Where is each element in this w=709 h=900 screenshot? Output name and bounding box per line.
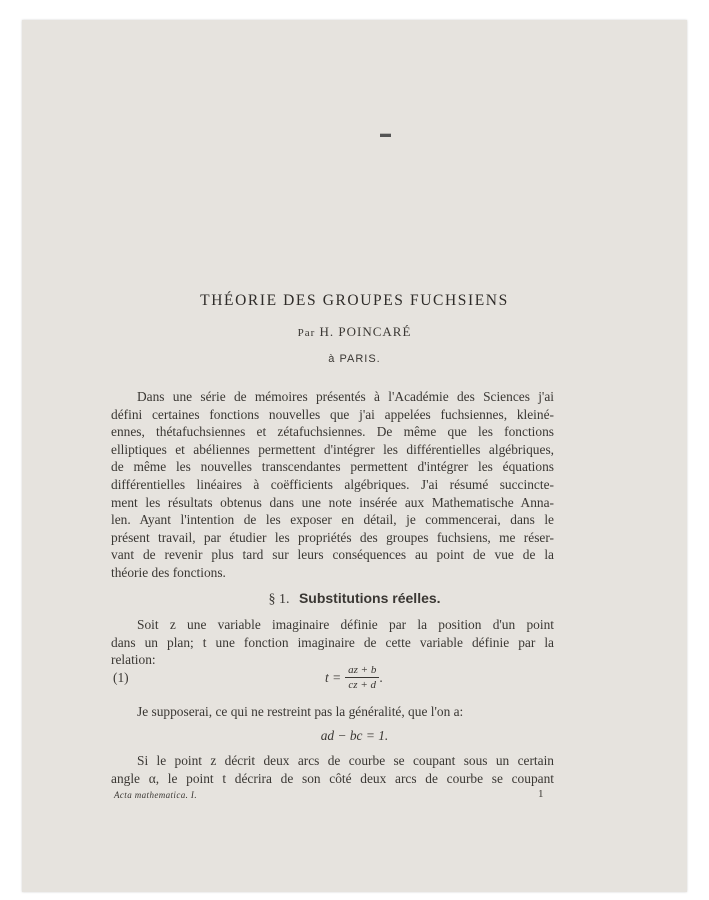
equation-text: ad − bc = 1. <box>320 728 389 743</box>
equation-label: (1) <box>113 670 129 685</box>
equation-body <box>325 664 383 691</box>
text-line: angle α, le point t décrira de son côté deux arcs de courbe se coupant <box>111 770 554 786</box>
journal-page <box>22 20 687 892</box>
text-line: elliptiques et abéliennes permettent d'intégrer les différentielles algébriques, <box>111 441 554 457</box>
section-title: Substitutions réelles. <box>298 590 441 606</box>
text-line: ment les résultats obtenus dans une note insérée aux Mathematische Anna- <box>111 494 554 510</box>
text-line: de même les nouvelles transcendantes permettent d'intégrer les équations <box>111 459 554 475</box>
text-line: Dans une série de mémoires présentés à l'Académie des Sciences j'ai <box>137 389 554 404</box>
fraction-denominator: cz + d <box>348 679 377 691</box>
introduction-paragraph <box>111 388 554 582</box>
ink-mark: ▬ <box>380 128 391 140</box>
author-name: H. POINCARÉ <box>319 324 412 339</box>
equation-1 <box>111 664 554 696</box>
text-line: Je supposerai, ce qui ne restreint pas la généralité, que l'on a: <box>137 704 464 719</box>
paragraph-assumption <box>111 703 554 721</box>
equation-period: . <box>379 669 383 685</box>
text-line: Si le point z décrit deux arcs de courbe se coupant sous un certain <box>137 753 554 768</box>
section-heading <box>22 590 687 608</box>
paragraph-definition <box>111 616 554 669</box>
paragraph-angles <box>111 752 554 787</box>
text-line: théorie des fonctions. <box>111 564 226 580</box>
page-number: 1 <box>538 788 544 800</box>
text-line: len. Ayant l'intention de les exposer en détail, je commencerai, dans le <box>111 512 554 528</box>
text-line: présent travail, par étudier les propriétés des groupes fuchsiens, me réser- <box>111 529 554 545</box>
text-line: différentielles linéaires à coëfficients algébriques. J'ai résumé succincte- <box>111 476 554 492</box>
author-place: à PARIS. <box>328 353 381 365</box>
equation-lhs: t = <box>325 669 342 685</box>
text-line: Soit z une variable imaginaire définie par la position d'un point <box>137 617 554 632</box>
author-line <box>22 324 687 340</box>
text-line: dans un plan; t une fonction imaginaire de cette variable définie par la <box>111 634 554 650</box>
section-number: § 1. <box>268 592 290 607</box>
paper-title: THÉORIE DES GROUPES FUCHSIENS <box>200 292 509 309</box>
author-prefix: Par <box>297 327 316 339</box>
fraction-numerator: az + b <box>345 664 379 678</box>
text-line: ennes, thétafuchsiennes et zétafuchsiennes. De même que les fonctions <box>111 424 554 440</box>
text-line: défini certaines fonctions nouvelles que j'ai appelées fuchsiennes, kleiné- <box>111 406 554 422</box>
journal-footer: Acta mathematica. I. <box>114 790 197 800</box>
text-line: relation: <box>111 652 156 668</box>
fraction <box>345 664 379 691</box>
equation-2 <box>22 728 687 744</box>
text-line: vant de revenir plus tard sur leurs conséquences au point de vue de la <box>111 547 554 563</box>
